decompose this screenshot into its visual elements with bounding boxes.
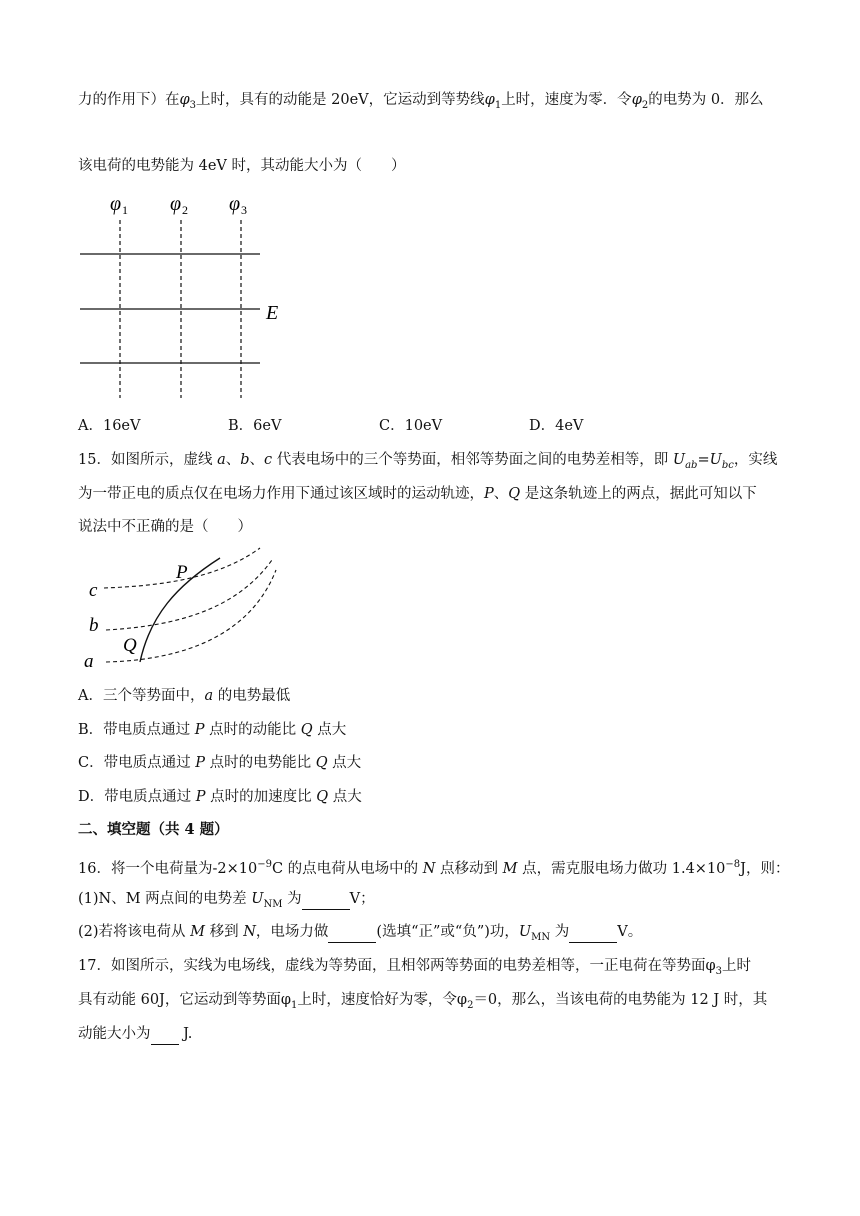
q15-text-line-3: 说法中不正确的是（ ） xyxy=(78,519,252,535)
answer-blank-1[interactable] xyxy=(302,889,350,910)
field-label-e: E xyxy=(266,302,279,324)
equipotential-b xyxy=(106,560,272,630)
answer-blank-4[interactable] xyxy=(151,1024,179,1045)
q14-option-b[interactable]: B．6eV xyxy=(228,418,282,434)
label-a: a xyxy=(84,651,94,672)
svg-text:3: 3 xyxy=(241,203,247,217)
section-2-title: 二、填空题（共 4 题） xyxy=(78,821,229,838)
q17-text-line-3: 动能大小为 J. xyxy=(78,1024,192,1045)
phi-2-label xyxy=(170,193,188,217)
label-p: P xyxy=(176,562,188,583)
q14-option-a[interactable]: A．16eV xyxy=(78,418,141,434)
q15-option-d[interactable]: D．带电质点通过 P 点时的加速度比 Q 点大 xyxy=(78,789,362,805)
q14-option-d[interactable]: D．4eV xyxy=(529,418,584,434)
q16-text-line-2: (1)N、M 两点间的电势差 $U_{NM}$ 为 V； xyxy=(78,891,375,910)
q15-trajectory-figure xyxy=(76,544,286,674)
q17-text-line-2: 具有动能 60J，它运动到等势面$\varphi_1$上时，速度恰好为零，令$\varphi_2=0$，那么，当该电荷的电势能为 12 J 时，其 xyxy=(78,992,768,1011)
q17-text-line-1: 17．如图所示，实线为电场线，虚线为等势面，且相邻两等势面的电势差相等，一正电荷在等势面$\varphi_3$上时 xyxy=(78,958,751,977)
svg-text:φ: φ xyxy=(110,193,122,215)
q14-equipotential-figure xyxy=(76,186,296,406)
svg-text:φ: φ xyxy=(170,193,182,215)
q14-text-line-2: 该电荷的电势能为 4eV 时，其动能大小为（ ） xyxy=(78,158,406,174)
q15-option-a[interactable]: A．三个等势面中，a 的电势最低 xyxy=(78,688,291,704)
label-c: c xyxy=(89,580,98,601)
label-b: b xyxy=(89,615,99,636)
q14-text-line-1: 力的作用下）在$\varphi_3$上时，具有的动能是 20eV，它运动到等势线$\varphi_1$上时，速度为零．令$\varphi_2$的电势为 0．那么 xyxy=(78,92,764,111)
svg-text:1: 1 xyxy=(122,203,128,217)
q15-text-line-2: 为一带正电的质点仅在电场力作用下通过该区域时的运动轨迹，P、Q 是这条轨迹上的两点，据此可知以下 xyxy=(78,486,757,502)
q15-option-b[interactable]: B．带电质点通过 P 点时的动能比 Q 点大 xyxy=(78,722,347,738)
svg-text:2: 2 xyxy=(182,203,188,217)
q16-text-line-1: 16．将一个电荷量为$-2\times 10^{-9}C$ 的点电荷从电场中的 N 点移动到 M 点，需克服电场力做功 $1.4\times 10^{-8}J$，则： xyxy=(78,859,790,877)
phi-1-label xyxy=(110,193,128,217)
svg-text:φ: φ xyxy=(229,193,241,215)
answer-blank-3[interactable] xyxy=(569,922,617,943)
q14-option-c[interactable]: C．10eV xyxy=(379,418,443,434)
answer-blank-2[interactable] xyxy=(328,922,376,943)
q15-option-c[interactable]: C．带电质点通过 P 点时的电势能比 Q 点大 xyxy=(78,755,362,771)
phi-3-label xyxy=(229,193,247,217)
q15-text-line-1: 15．如图所示，虚线 a、b、c 代表电场中的三个等势面，相邻等势面之间的电势差相等，即 $U_{ab}=U_{bc}$，实线 xyxy=(78,452,778,471)
label-q: Q xyxy=(123,635,137,656)
q16-text-line-3: (2)若将该电荷从 M 移到 N，电场力做 (选填“正”或“负”)功，$U_{MN}$ 为 V。 xyxy=(78,924,643,943)
